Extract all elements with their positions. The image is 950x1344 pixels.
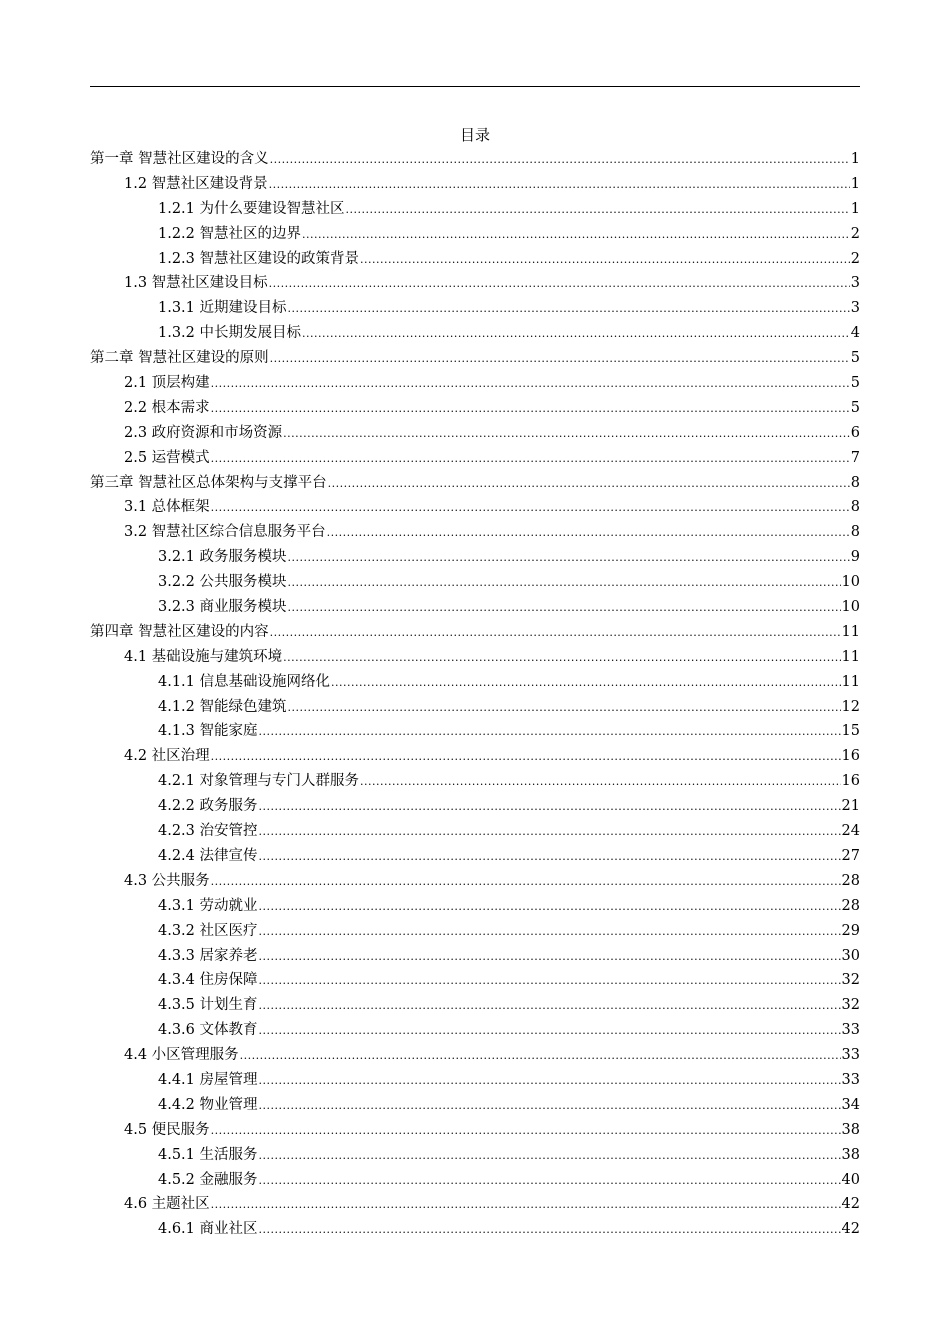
toc-dot-leader: [270, 148, 850, 173]
toc-entry-page-number: 5: [850, 375, 860, 392]
toc-entry-title: 4.4 小区管理服务: [124, 1047, 239, 1064]
toc-entry[interactable]: [90, 844, 860, 869]
toc-dot-leader: [302, 322, 850, 347]
toc-entry-page-number: 11: [841, 623, 860, 640]
toc-entry[interactable]: [90, 471, 860, 496]
toc-entry[interactable]: [90, 346, 860, 371]
header-rule: [90, 86, 860, 87]
toc-dot-leader: [211, 745, 841, 770]
toc-dot-leader: [259, 969, 841, 994]
toc-entry[interactable]: [90, 321, 860, 346]
toc-entry[interactable]: [90, 296, 860, 321]
toc-entry-page-number: 2: [850, 250, 860, 267]
toc-entry-page-number: 16: [841, 773, 860, 790]
toc-entry-page-number: 2: [850, 225, 860, 242]
toc-entry-page-number: 32: [841, 997, 860, 1014]
toc-entry-title: 4.5.1 生活服务: [158, 1146, 258, 1163]
toc-entry-page-number: 38: [841, 1146, 860, 1163]
toc-entry-title: 4.1 基础设施与建筑环境: [124, 648, 283, 665]
table-of-contents: [90, 147, 860, 1242]
toc-entry[interactable]: [90, 271, 860, 296]
toc-entry-title: 4.4.2 物业管理: [158, 1096, 258, 1113]
toc-dot-leader: [211, 1119, 841, 1144]
toc-entry-page-number: 30: [841, 947, 860, 964]
toc-entry[interactable]: [90, 1043, 860, 1068]
toc-entry-page-number: 7: [850, 449, 860, 466]
toc-dot-leader: [269, 272, 850, 297]
toc-entry-title: 3.2.2 公共服务模块: [158, 574, 287, 591]
toc-entry-title: 4.2.2 政务服务: [158, 798, 258, 815]
toc-entry-page-number: 16: [841, 748, 860, 765]
toc-entry-title: 4.6.1 商业社区: [158, 1221, 258, 1238]
toc-dot-leader: [259, 1094, 841, 1119]
toc-entry-title: 4.5 便民服务: [124, 1121, 210, 1138]
toc-dot-leader: [288, 596, 841, 621]
toc-entry[interactable]: [90, 595, 860, 620]
toc-entry[interactable]: [90, 197, 860, 222]
toc-entry[interactable]: [90, 819, 860, 844]
toc-entry-title: 3.2.1 政务服务模块: [158, 549, 287, 566]
toc-dot-leader: [211, 870, 841, 895]
toc-entry-page-number: 1: [850, 151, 860, 167]
toc-entry[interactable]: [90, 421, 860, 446]
toc-entry[interactable]: [90, 147, 860, 172]
toc-entry-page-number: 1: [850, 175, 860, 192]
toc-entry-page-number: 5: [850, 350, 860, 367]
toc-entry-page-number: 11: [841, 673, 860, 690]
toc-entry-title: 4.3.1 劳动就业: [158, 897, 258, 914]
toc-entry-page-number: 28: [841, 872, 860, 889]
toc-entry-title: 1.2 智慧社区建设背景: [124, 175, 268, 192]
toc-entry-title: 4.1.1 信息基础设施网络化: [158, 673, 331, 690]
toc-entry[interactable]: [90, 869, 860, 894]
toc-entry[interactable]: [90, 894, 860, 919]
toc-entry-title: 1.3.1 近期建设目标: [158, 300, 287, 317]
toc-entry-page-number: 32: [841, 972, 860, 989]
toc-entry[interactable]: [90, 446, 860, 471]
toc-entry[interactable]: [90, 545, 860, 570]
toc-entry[interactable]: [90, 744, 860, 769]
toc-entry[interactable]: [90, 1217, 860, 1242]
toc-entry-title: 第一章 智慧社区建设的含义: [90, 151, 269, 167]
toc-entry[interactable]: [90, 247, 860, 272]
toc-dot-leader: [331, 671, 841, 696]
toc-entry[interactable]: [90, 968, 860, 993]
toc-entry[interactable]: [90, 719, 860, 744]
toc-dot-leader: [240, 1044, 841, 1069]
toc-dot-leader: [259, 895, 841, 920]
toc-entry-title: 1.2.1 为什么要建设智慧社区: [158, 200, 345, 217]
toc-entry-title: 2.5 运营模式: [124, 449, 210, 466]
toc-dot-leader: [259, 1169, 841, 1194]
toc-entry-page-number: 1: [850, 200, 860, 217]
toc-entry-page-number: 3: [850, 275, 860, 292]
toc-dot-leader: [259, 845, 841, 870]
toc-dot-leader: [211, 1193, 841, 1218]
toc-entry[interactable]: [90, 172, 860, 197]
toc-entry[interactable]: [90, 620, 860, 645]
toc-entry-page-number: 40: [841, 1171, 860, 1188]
toc-entry-page-number: 33: [841, 1047, 860, 1064]
toc-dot-leader: [283, 646, 840, 671]
toc-entry-title: 1.3.2 中长期发展目标: [158, 325, 302, 342]
toc-entry-title: 第二章 智慧社区建设的原则: [90, 350, 269, 367]
toc-entry-title: 3.1 总体框架: [124, 499, 210, 516]
toc-dot-leader: [259, 820, 841, 845]
toc-entry-page-number: 21: [841, 798, 860, 815]
toc-entry-page-number: 24: [841, 823, 860, 840]
toc-title: 目录: [459, 126, 490, 144]
toc-dot-leader: [259, 945, 841, 970]
toc-entry[interactable]: [90, 944, 860, 969]
toc-entry[interactable]: [90, 520, 860, 545]
toc-entry-page-number: 3: [850, 300, 860, 317]
toc-entry-page-number: 10: [841, 599, 860, 616]
toc-entry-title: 4.3 公共服务: [124, 872, 210, 889]
toc-dot-leader: [259, 1218, 841, 1243]
toc-dot-leader: [259, 720, 841, 745]
toc-entry-page-number: 15: [841, 723, 860, 740]
toc-entry-title: 4.3.6 文体教育: [158, 1022, 258, 1039]
toc-entry[interactable]: [90, 695, 860, 720]
toc-dot-leader: [211, 447, 850, 472]
toc-entry-page-number: 8: [850, 524, 860, 541]
toc-entry[interactable]: [90, 1143, 860, 1168]
toc-dot-leader: [283, 422, 850, 447]
toc-entry[interactable]: [90, 1168, 860, 1193]
toc-entry-title: 1.2.3 智慧社区建设的政策背景: [158, 250, 360, 267]
toc-dot-leader: [302, 223, 850, 248]
toc-entry-page-number: 38: [841, 1121, 860, 1138]
toc-entry[interactable]: [90, 570, 860, 595]
toc-entry-title: 第四章 智慧社区建设的内容: [90, 623, 269, 640]
toc-entry[interactable]: [90, 371, 860, 396]
toc-entry-page-number: 28: [841, 897, 860, 914]
toc-entry[interactable]: [90, 769, 860, 794]
toc-dot-leader: [346, 198, 850, 223]
toc-entry-title: 1.2.2 智慧社区的边界: [158, 225, 302, 242]
toc-entry-page-number: 6: [850, 424, 860, 441]
toc-entry-title: 4.5.2 金融服务: [158, 1171, 258, 1188]
toc-entry-page-number: 9: [850, 549, 860, 566]
toc-entry-page-number: 4: [850, 325, 860, 342]
toc-entry[interactable]: [90, 993, 860, 1018]
toc-entry-page-number: 33: [841, 1071, 860, 1088]
toc-entry-title: 4.2.1 对象管理与专门人群服务: [158, 773, 360, 790]
toc-entry-title: 4.3.5 计划生育: [158, 997, 258, 1014]
toc-entry-page-number: 34: [841, 1096, 860, 1113]
toc-entry-title: 4.2.3 治安管控: [158, 823, 258, 840]
toc-entry-title: 2.3 政府资源和市场资源: [124, 424, 283, 441]
toc-entry-title: 2.2 根本需求: [124, 399, 210, 416]
toc-entry[interactable]: [90, 794, 860, 819]
toc-dot-leader: [288, 297, 850, 322]
toc-entry[interactable]: [90, 1093, 860, 1118]
toc-dot-leader: [288, 571, 841, 596]
toc-entry-page-number: 11: [841, 648, 860, 665]
toc-entry-page-number: 5: [850, 399, 860, 416]
toc-entry-page-number: 10: [841, 574, 860, 591]
toc-dot-leader: [211, 372, 850, 397]
toc-entry-title: 4.1.2 智能绿色建筑: [158, 698, 287, 715]
toc-entry[interactable]: [90, 222, 860, 247]
toc-dot-leader: [259, 795, 841, 820]
toc-entry[interactable]: [90, 1068, 860, 1093]
toc-dot-leader: [269, 173, 850, 198]
toc-dot-leader: [211, 496, 850, 521]
toc-entry-title: 1.3 智慧社区建设目标: [124, 275, 268, 292]
toc-entry-title: 4.6 主题社区: [124, 1196, 210, 1213]
toc-entry[interactable]: [90, 670, 860, 695]
toc-entry-page-number: 33: [841, 1022, 860, 1039]
toc-entry-title: 4.1.3 智能家庭: [158, 723, 258, 740]
toc-entry-page-number: 8: [850, 499, 860, 516]
toc-dot-leader: [327, 521, 850, 546]
toc-entry-title: 4.4.1 房屋管理: [158, 1071, 258, 1088]
toc-entry-title: 3.2 智慧社区综合信息服务平台: [124, 524, 326, 541]
toc-entry[interactable]: [90, 919, 860, 944]
toc-entry-title: 3.2.3 商业服务模块: [158, 599, 287, 616]
toc-entry-title: 4.2.4 法律宣传: [158, 847, 258, 864]
toc-dot-leader: [328, 472, 850, 497]
toc-entry[interactable]: [90, 1018, 860, 1043]
toc-dot-leader: [360, 770, 841, 795]
toc-entry[interactable]: [90, 645, 860, 670]
toc-dot-leader: [259, 1019, 841, 1044]
toc-dot-leader: [211, 397, 850, 422]
toc-dot-leader: [270, 347, 850, 372]
toc-entry-title: 4.2 社区治理: [124, 748, 210, 765]
toc-dot-leader: [360, 248, 850, 273]
toc-dot-leader: [259, 1069, 841, 1094]
toc-dot-leader: [288, 696, 841, 721]
toc-dot-leader: [288, 546, 850, 571]
toc-entry[interactable]: [90, 495, 860, 520]
toc-entry-title: 第三章 智慧社区总体架构与支撑平台: [90, 474, 327, 491]
toc-entry-page-number: 42: [841, 1196, 860, 1213]
toc-entry-title: 2.1 顶层构建: [124, 375, 210, 392]
toc-entry-title: 4.3.4 住房保障: [158, 972, 258, 989]
toc-entry-page-number: 42: [841, 1221, 860, 1238]
toc-entry-title: 4.3.3 居家养老: [158, 947, 258, 964]
toc-entry-page-number: 12: [841, 698, 860, 715]
toc-entry[interactable]: [90, 1192, 860, 1217]
toc-dot-leader: [270, 621, 841, 646]
toc-entry-title: 4.3.2 社区医疗: [158, 922, 258, 939]
toc-entry[interactable]: [90, 1118, 860, 1143]
toc-dot-leader: [259, 994, 841, 1019]
toc-entry-page-number: 8: [850, 474, 860, 491]
toc-dot-leader: [259, 1144, 841, 1169]
toc-entry-page-number: 29: [841, 922, 860, 939]
toc-entry-page-number: 27: [841, 847, 860, 864]
toc-entry[interactable]: [90, 396, 860, 421]
toc-dot-leader: [259, 920, 841, 945]
